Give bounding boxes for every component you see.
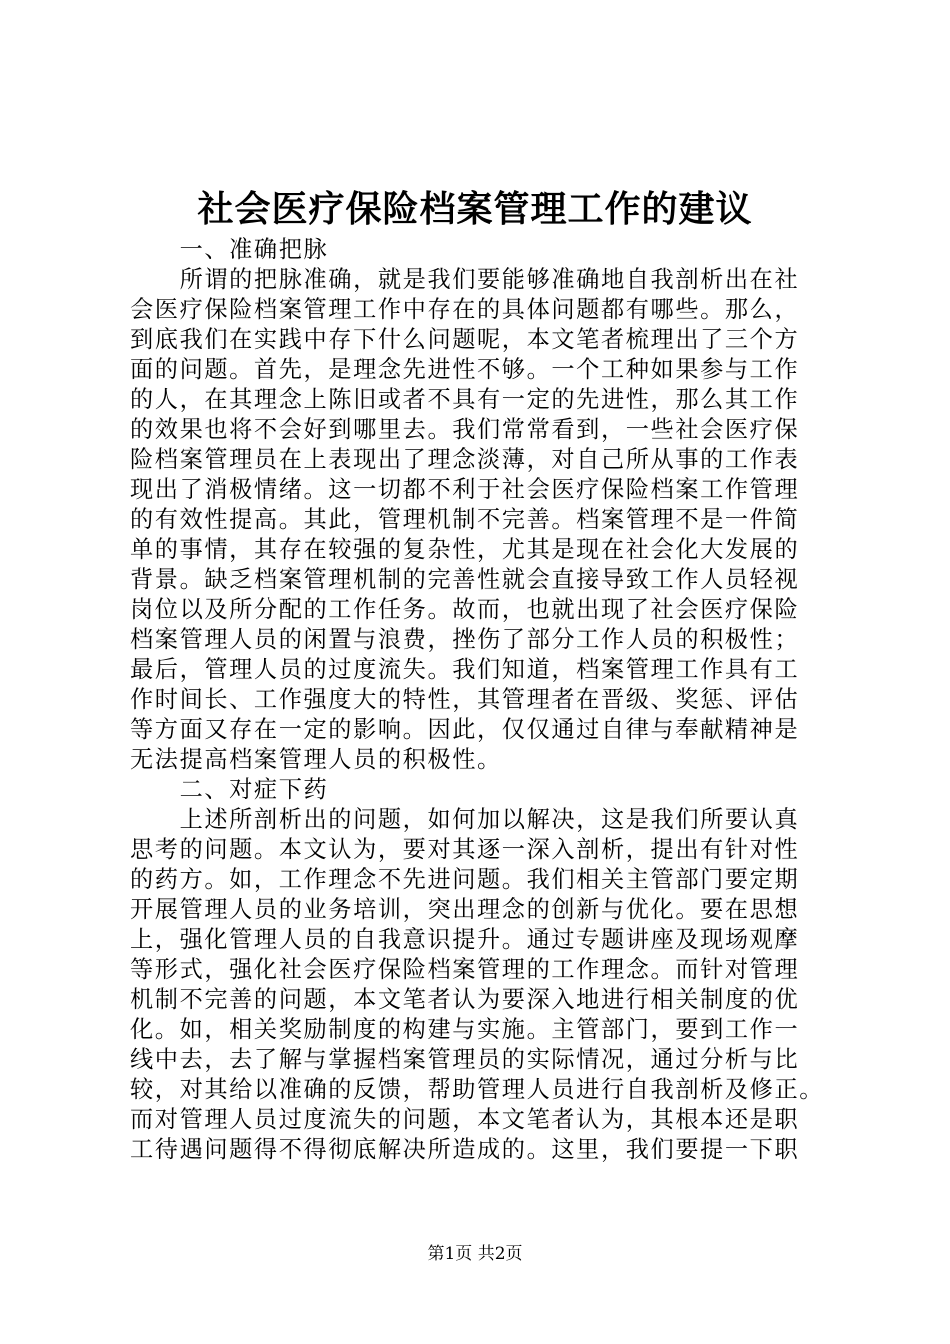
body-text-line: 岗位以及所分配的工作任务。故而，也就出现了社会医疗保险: [130, 596, 800, 623]
body-text-line: 无法提高档案管理人员的积极性。: [130, 746, 502, 773]
body-text-line: 作时间长、工作强度大的特性，其管理者在晋级、奖惩、评估: [130, 686, 800, 713]
body-text-line: 二、对症下药: [130, 776, 329, 803]
page-number-footer: 第1页 共2页: [427, 1244, 523, 1264]
body-text-line: 的有效性提高。其此，管理机制不完善。档案管理不是一件简: [130, 506, 800, 533]
body-text-line: 背景。缺乏档案管理机制的完善性就会直接导致工作人员轻视: [130, 566, 800, 593]
body-text-line: 等形式，强化社会医疗保险档案管理的工作理念。而针对管理: [130, 956, 800, 983]
body-text-line: 而对管理人员过度流失的问题，本文笔者认为，其根本还是职: [130, 1106, 800, 1133]
body-text-line: 现出了消极情绪。这一切都不利于社会医疗保险档案工作管理: [130, 476, 800, 503]
body-text-line: 单的事情，其存在较强的复杂性，尤其是现在社会化大发展的: [130, 536, 800, 563]
body-text-line: 工待遇问题得不得彻底解决所造成的。这里，我们要提一下职: [130, 1136, 800, 1163]
body-text-line: 线中去，去了解与掌握档案管理员的实际情况，通过分析与比: [130, 1046, 800, 1073]
body-text-line: 等方面又存在一定的影响。因此，仅仅通过自律与奉献精神是: [130, 716, 800, 743]
body-text-line: 化。如，相关奖励制度的构建与实施。主管部门，要到工作一: [130, 1016, 800, 1043]
document-body: [130, 235, 830, 1165]
document-title: 社会医疗保险档案管理工作的建议: [197, 188, 753, 230]
body-text-line: 思考的问题。本文认为，要对其逐一深入剖析，提出有针对性: [130, 836, 800, 863]
body-text-line: 会医疗保险档案管理工作中存在的具体问题都有哪些。那么，: [130, 296, 800, 323]
body-text-line: 开展管理人员的业务培训，突出理念的创新与优化。要在思想: [130, 896, 800, 923]
body-text-line: 到底我们在实践中存下什么问题呢，本文笔者梳理出了三个方: [130, 326, 800, 353]
body-text-line: 较，对其给以准确的反馈，帮助管理人员进行自我剖析及修正。: [130, 1076, 825, 1103]
body-text-line: 所谓的把脉准确，就是我们要能够准确地自我剖析出在社: [130, 266, 800, 293]
body-text-line: 的人，在其理念上陈旧或者不具有一定的先进性，那么其工作: [130, 386, 800, 413]
body-text-line: 上述所剖析出的问题，如何加以解决，这是我们所要认真: [130, 806, 800, 833]
body-text-line: 的药方。如，工作理念不先进问题。我们相关主管部门要定期: [130, 866, 800, 893]
body-text-line: 的效果也将不会好到哪里去。我们常常看到，一些社会医疗保: [130, 416, 800, 443]
body-text-line: 面的问题。首先，是理念先进性不够。一个工种如果参与工作: [130, 356, 800, 383]
body-text-line: 险档案管理员在上表现出了理念淡薄，对自己所从事的工作表: [130, 446, 800, 473]
body-text-line: 档案管理人员的闲置与浪费，挫伤了部分工作人员的积极性；: [130, 626, 800, 653]
body-text-line: 一、准确把脉: [130, 236, 329, 263]
body-text-line: 最后，管理人员的过度流失。我们知道，档案管理工作具有工: [130, 656, 800, 683]
body-text-line: 上，强化管理人员的自我意识提升。通过专题讲座及现场观摩: [130, 926, 800, 953]
body-text-line: 机制不完善的问题，本文笔者认为要深入地进行相关制度的优: [130, 986, 800, 1013]
